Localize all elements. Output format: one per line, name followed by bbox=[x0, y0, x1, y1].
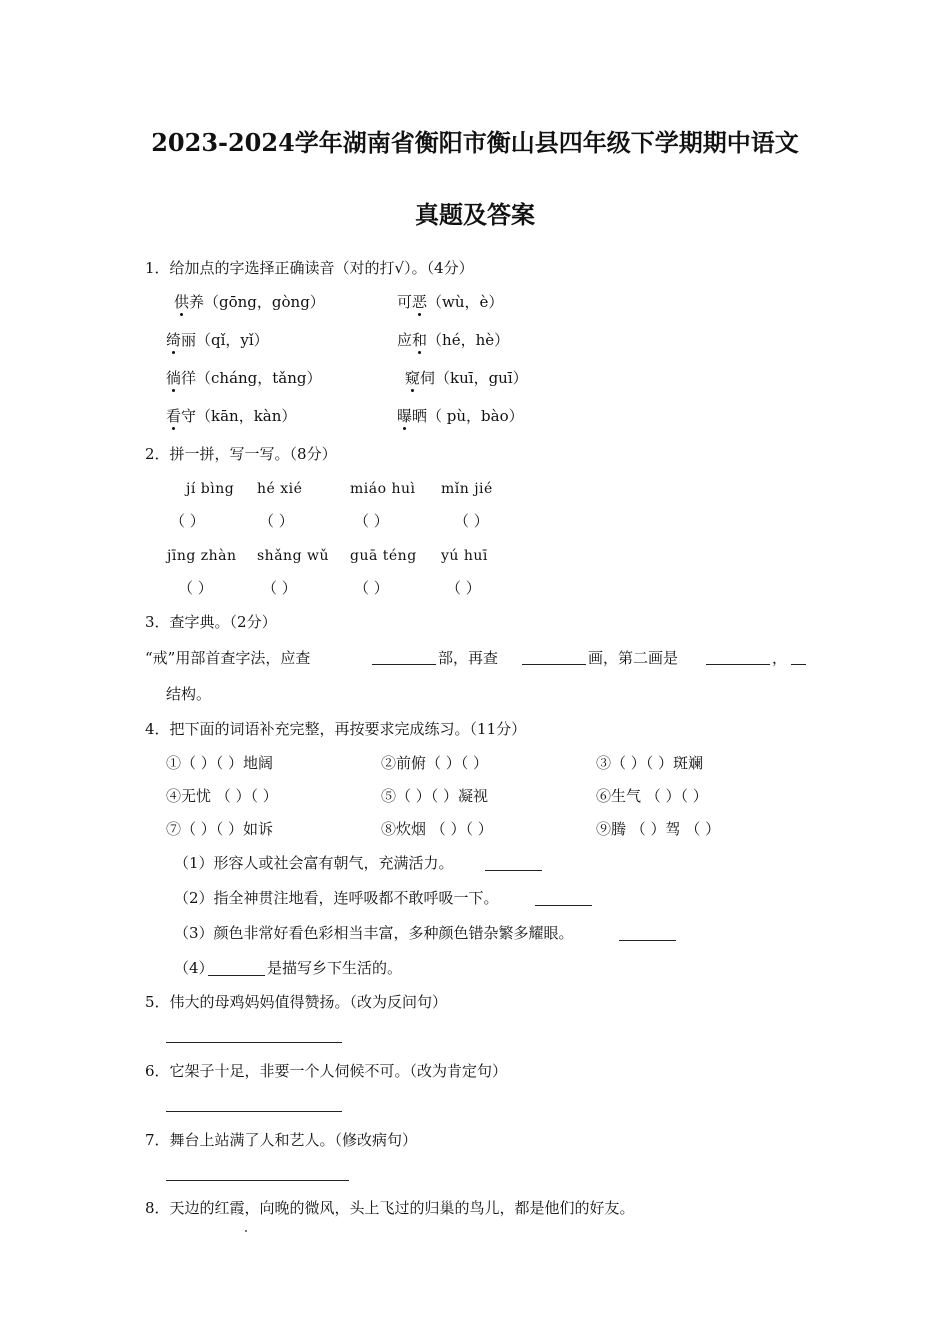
q2-answer-box-3[interactable]: （ ） bbox=[354, 512, 389, 530]
q4-word-4: ④无忧 （ ）（ ） bbox=[166, 787, 278, 805]
q4-word-8: ⑧炊烟 （ ）（ ） bbox=[381, 820, 493, 838]
q4-sub-1-blank[interactable] bbox=[485, 870, 542, 871]
q4-sub-2-blank[interactable] bbox=[535, 905, 592, 906]
q2-pinyin-5: jīng zhàn bbox=[167, 548, 237, 564]
q2-answer-box-6[interactable]: （ ） bbox=[262, 579, 297, 597]
q1-item-8: 曝晒（ pù，bào） bbox=[397, 407, 524, 425]
q2-pinyin-4: mǐn jié bbox=[441, 481, 493, 497]
q2-pinyin-8: yú huī bbox=[441, 548, 488, 564]
q1-item-6: 窥伺（kuī，guī） bbox=[405, 369, 528, 387]
q3-text-a: “戒”用部首查字法，应查 bbox=[145, 649, 311, 667]
q2-pinyin-6: shǎng wǔ bbox=[257, 548, 329, 564]
q3-blank-structure[interactable] bbox=[791, 664, 806, 665]
q4-word-1: ①（ ）（ ）地阔 bbox=[166, 754, 274, 772]
q1-item-3: 绮丽（qǐ，yǐ） bbox=[166, 331, 269, 349]
q2-pinyin-2: hé xié bbox=[257, 481, 303, 497]
q4-sub-1: （1）形容人或社会富有朝气，充满活力。 bbox=[174, 854, 454, 872]
doc-title-line2: 真题及答案 bbox=[415, 200, 535, 229]
q2-pinyin-1: jí bìng bbox=[186, 481, 235, 497]
q6-answer-line[interactable] bbox=[166, 1111, 342, 1112]
q3-text-c: 画，第二画是 bbox=[588, 649, 679, 667]
q4-heading: 4．把下面的词语补充完整，再按要求完成练习。（11分） bbox=[145, 720, 527, 738]
q4-sub-3-blank[interactable] bbox=[619, 940, 676, 941]
q2-answer-box-5[interactable]: （ ） bbox=[178, 579, 213, 597]
q1-heading: 1．给加点的字选择正确读音（对的打√）。（4分） bbox=[145, 259, 474, 277]
q5-answer-line[interactable] bbox=[166, 1042, 342, 1043]
q3-text-b: 部，再查 bbox=[438, 649, 499, 667]
q2-pinyin-3: miáo huì bbox=[350, 481, 416, 497]
q3-blank-radical[interactable] bbox=[372, 664, 436, 665]
q8-text: 8．天边的红霞，向晚的微风，头上飞过的归巢的鸟儿，都是他们的好友。 bbox=[145, 1199, 635, 1217]
q2-answer-box-7[interactable]: （ ） bbox=[354, 579, 389, 597]
q4-word-6: ⑥生气 （ ）（ ） bbox=[596, 787, 708, 805]
q1-item-5: 徜徉（cháng，tǎng） bbox=[166, 369, 322, 387]
q4-word-7: ⑦（ ）（ ）如诉 bbox=[166, 820, 274, 838]
q1-item-7: 看守（kān，kàn） bbox=[166, 407, 297, 425]
q2-pinyin-7: guā téng bbox=[350, 548, 417, 564]
q2-answer-box-8[interactable]: （ ） bbox=[446, 579, 481, 597]
q3-blank-strokes[interactable] bbox=[522, 664, 586, 665]
q4-sub-4-blank[interactable] bbox=[208, 975, 265, 976]
q3-blank-second-stroke[interactable] bbox=[706, 664, 770, 665]
q5-text: 5．伟大的母鸡妈妈值得赞扬。（改为反问句） bbox=[145, 993, 448, 1011]
q2-answer-box-1[interactable]: （ ） bbox=[170, 512, 205, 530]
q4-sub-2: （2）指全神贯注地看，连呼吸都不敢呼吸一下。 bbox=[174, 889, 499, 907]
q4-word-2: ②前俯（ ）（ ） bbox=[381, 754, 489, 772]
q3-heading: 3．查字典。（2分） bbox=[145, 613, 277, 631]
q3-text-d: ， bbox=[772, 649, 788, 667]
q2-answer-box-4[interactable]: （ ） bbox=[454, 512, 489, 530]
q7-answer-line[interactable] bbox=[166, 1180, 349, 1181]
q3-text-structure: 结构。 bbox=[166, 685, 212, 703]
q4-word-3: ③（ ）（ ）斑斓 bbox=[596, 754, 704, 772]
q4-word-5: ⑤（ ）（ ）凝视 bbox=[381, 787, 489, 805]
stray-mark bbox=[245, 1230, 247, 1232]
q6-text: 6．它架子十足，非要一个人伺候不可。（改为肯定句） bbox=[145, 1062, 508, 1080]
q7-text: 7．舞台上站满了人和艺人。（修改病句） bbox=[145, 1131, 418, 1149]
q4-sub-3: （3）颜色非常好看色彩相当丰富，多种颜色错杂繁多耀眼。 bbox=[174, 924, 574, 942]
q1-item-4: 应和（hé，hè） bbox=[397, 331, 510, 349]
q4-word-9: ⑨腾 （ ）驾 （ ） bbox=[596, 820, 721, 838]
q4-sub-4-prefix: （4） bbox=[174, 959, 214, 977]
q2-answer-box-2[interactable]: （ ） bbox=[259, 512, 294, 530]
q1-item-1: 供养（gōng，gòng） bbox=[174, 293, 325, 311]
q4-sub-4-text: 是描写乡下生活的。 bbox=[267, 959, 403, 977]
doc-title-line1: 2023-2024学年湖南省衡阳市衡山县四年级下学期期中语文 bbox=[151, 128, 799, 157]
q2-heading: 2．拼一拼，写一写。（8分） bbox=[145, 445, 337, 463]
q1-item-2: 可恶（wù，è） bbox=[397, 293, 504, 311]
